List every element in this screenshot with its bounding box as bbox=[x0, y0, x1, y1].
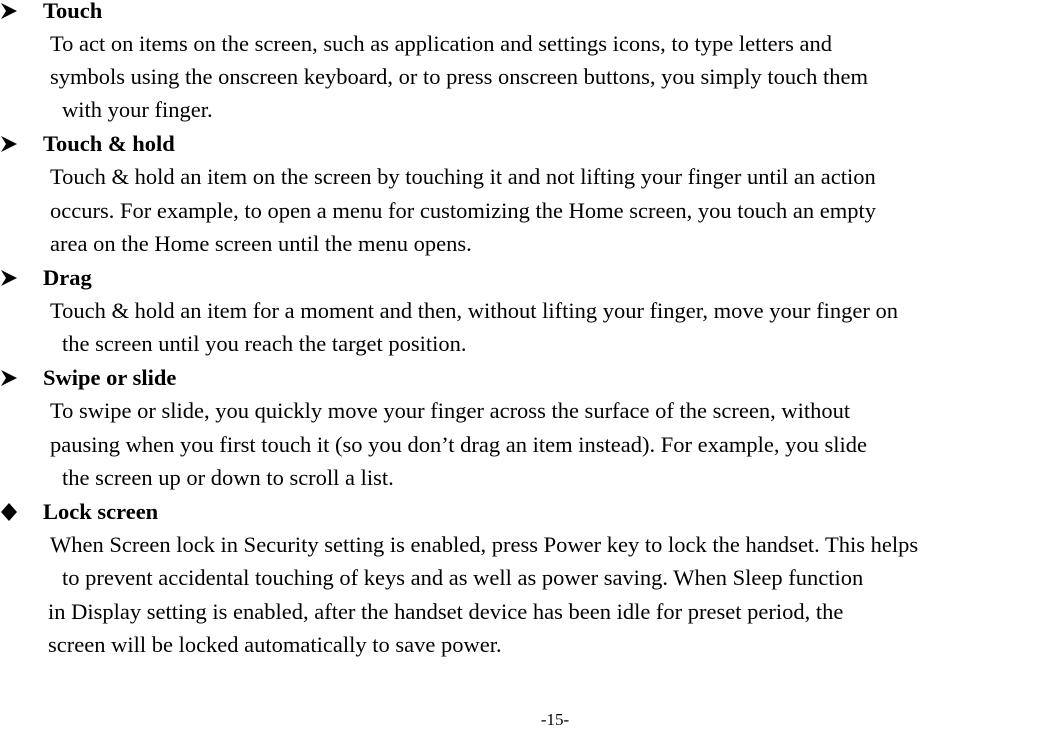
section-text-line: pausing when you first touch it (so you don’t drag an item instead). For example, you slide bbox=[50, 432, 867, 457]
section-heading-touch-hold: Touch & hold bbox=[43, 131, 175, 156]
section-text-line: To swipe or slide, you quickly move your finger across the surface of the screen, without bbox=[50, 398, 851, 423]
section-text-line: the screen until you reach the target position. bbox=[62, 331, 467, 356]
section-text-line: Touch & hold an item for a moment and then, without lifting your finger, move your finger on bbox=[50, 298, 898, 323]
section-text-line: the screen up or down to scroll a list. bbox=[62, 465, 394, 490]
section-text-line: When Screen lock in Security setting is enabled, press Power key to lock the handset. This helps bbox=[50, 532, 919, 557]
page-number: -15- bbox=[540, 710, 570, 729]
section-text-line: area on the Home screen until the menu opens. bbox=[50, 231, 472, 256]
section-heading-lock-screen: Lock screen bbox=[43, 499, 159, 524]
section-text-line: with your finger. bbox=[62, 97, 213, 122]
section-text-line: screen will be locked automatically to save power. bbox=[48, 632, 502, 657]
arrow-bullet-icon bbox=[0, 367, 20, 389]
section-heading-touch: Touch bbox=[43, 0, 103, 23]
section-heading-swipe-slide: Swipe or slide bbox=[43, 365, 177, 390]
diamond-bullet-icon bbox=[0, 501, 20, 523]
section-text-line: To act on items on the screen, such as application and settings icons, to type letters and bbox=[50, 31, 832, 56]
arrow-bullet-icon bbox=[0, 267, 20, 289]
section-heading-drag: Drag bbox=[43, 265, 92, 290]
section-text-line: occurs. For example, to open a menu for customizing the Home screen, you touch an empty bbox=[50, 198, 877, 223]
section-text-line: symbols using the onscreen keyboard, or to press onscreen buttons, you simply touch them bbox=[50, 64, 868, 89]
arrow-bullet-icon bbox=[0, 133, 20, 155]
arrow-bullet-icon bbox=[0, 0, 20, 22]
section-text-line: to prevent accidental touching of keys and as well as power saving. When Sleep function bbox=[62, 565, 864, 590]
section-text-line: Touch & hold an item on the screen by touching it and not lifting your finger until an action bbox=[50, 164, 876, 189]
section-text-line: in Display setting is enabled, after the handset device has been idle for preset period, the bbox=[48, 599, 844, 624]
